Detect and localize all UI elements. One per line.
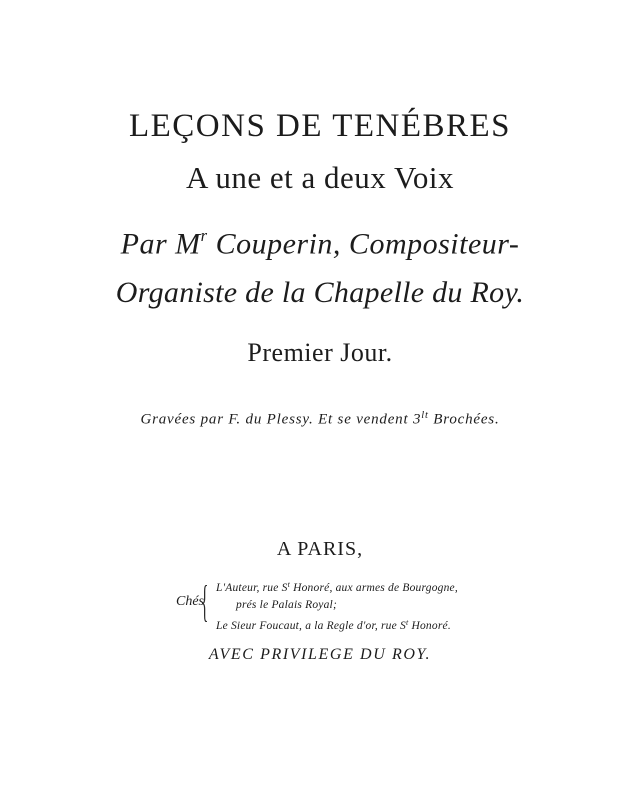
author-name: Couperin, Compositeur- — [207, 227, 520, 261]
author-line — [0, 226, 640, 261]
address-line-1 — [216, 580, 458, 594]
imprint-city: A PARIS, — [276, 538, 364, 560]
address-line-2: prés le Palais Royal; — [236, 599, 337, 611]
brace-icon: { — [201, 577, 209, 626]
address-1-part-b: Honoré, aux armes de Bourgogne, — [290, 582, 458, 595]
address-1-part-a: L'Auteur, rue S — [216, 582, 288, 595]
address-3-part-a: Le Sieur Foucaut, a la Regle d'or, rue S — [216, 620, 406, 633]
engraving-superscript: lt — [421, 410, 429, 421]
subtitle: A une et a deux Voix — [185, 160, 455, 195]
author-mr-superscript: r — [200, 226, 208, 245]
author-par: Par M — [120, 227, 201, 261]
engraving-suffix: Brochées. — [428, 411, 500, 428]
address-line-3 — [216, 618, 451, 632]
address-3-part-b: Honoré. — [408, 620, 451, 633]
address-3-superscript: t — [405, 618, 409, 627]
address-1-superscript: t — [287, 580, 291, 589]
engraving-line — [0, 410, 640, 428]
day-heading: Premier Jour. — [247, 338, 393, 367]
sellers-block — [176, 578, 476, 632]
main-title: LEÇONS DE TENÉBRES — [128, 108, 512, 144]
author-title-line: Organiste de la Chapelle du Roy. — [115, 276, 525, 309]
engraving-text: Gravées par F. du Plessy. Et se vendent 3 — [140, 411, 422, 428]
privilege-line: AVEC PRIVILEGE DU ROY. — [208, 646, 432, 663]
ches-label: Chés — [176, 594, 204, 609]
